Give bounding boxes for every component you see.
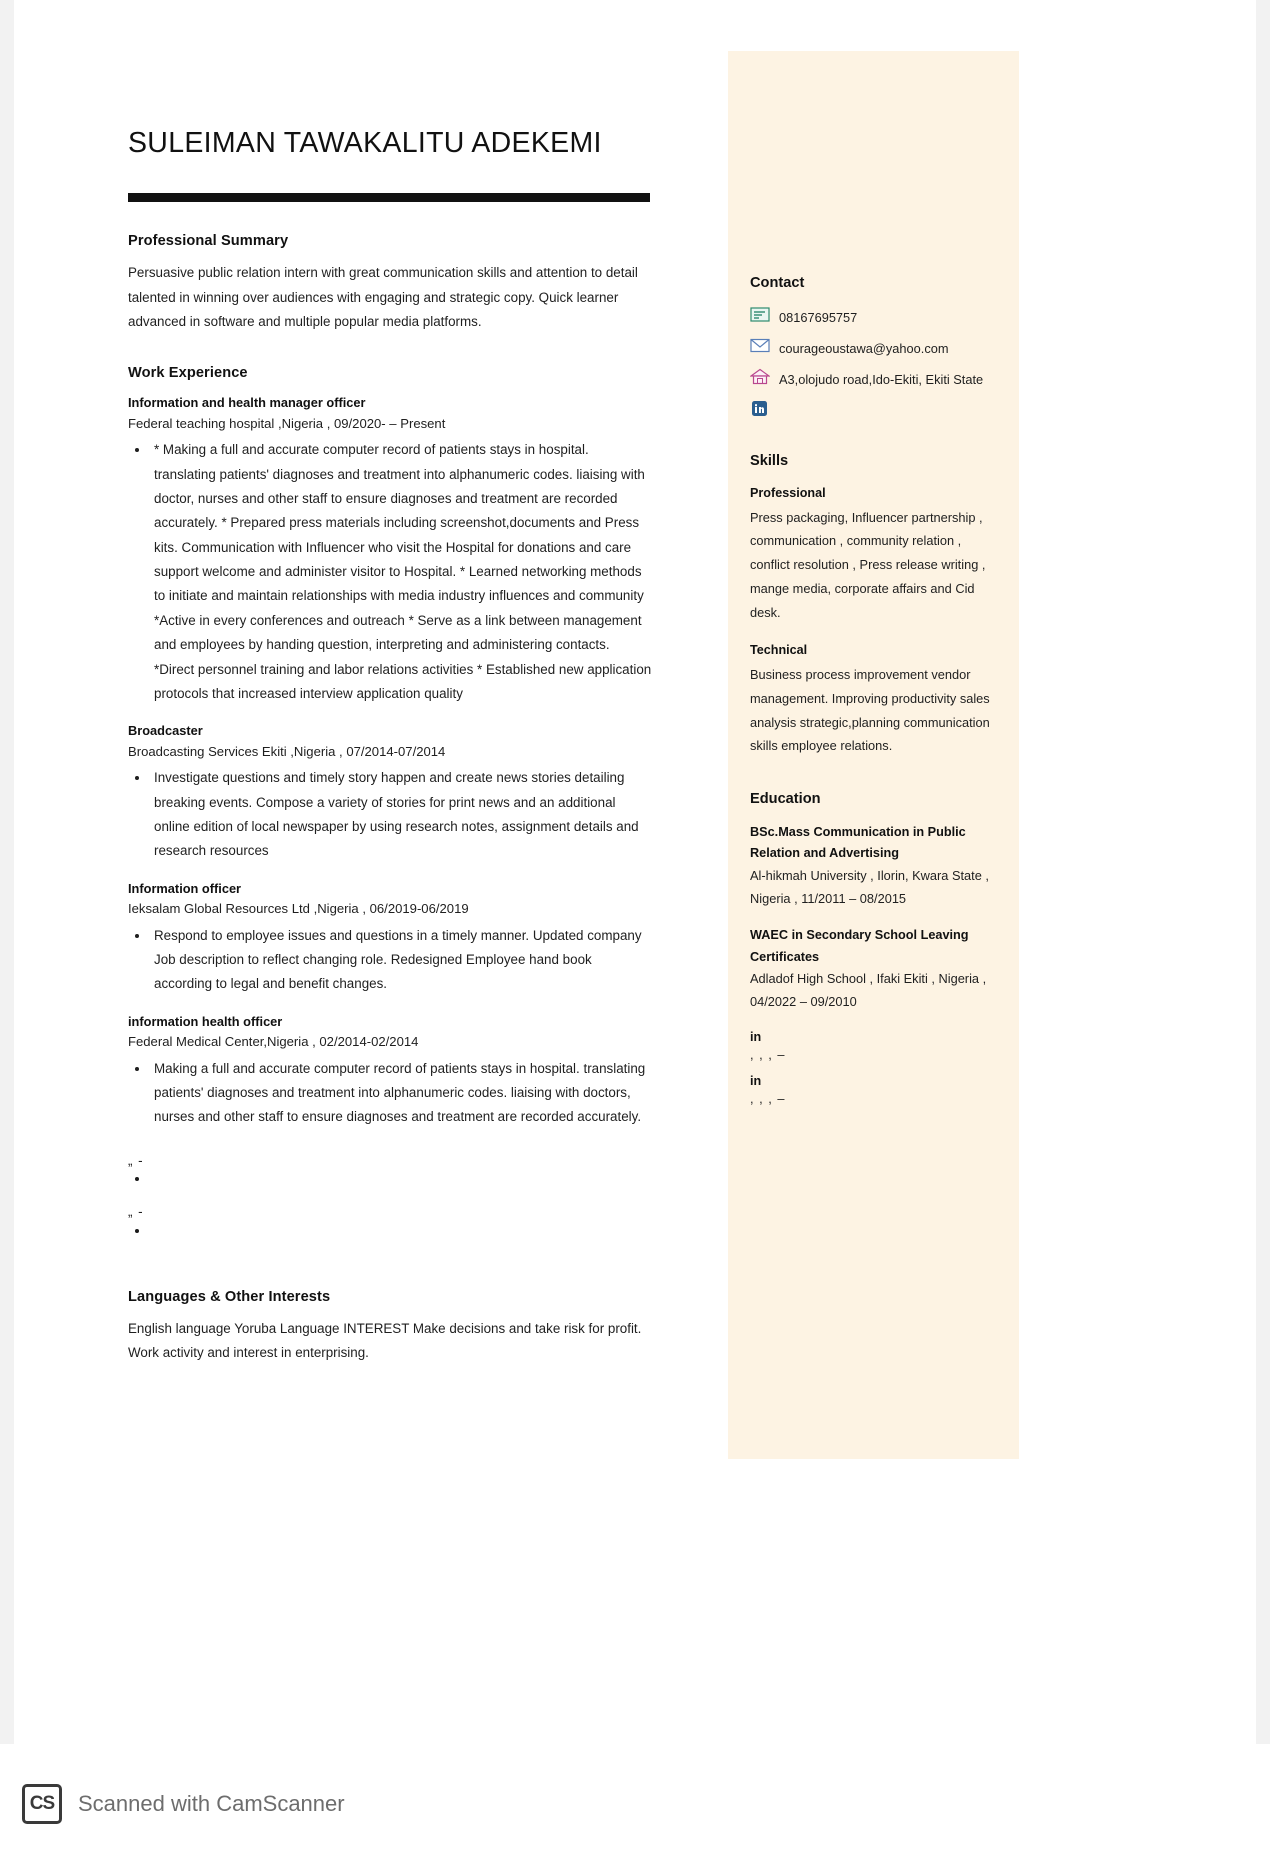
work-experience-entry <box>128 879 652 997</box>
education-entry <box>750 925 997 1013</box>
education-meta: Adladof High School , Ifaki Ekiti , Nigeria , 04/2022 – 09/2010 <box>750 970 987 1009</box>
contact-phone-value: 08167695757 <box>779 310 858 325</box>
work-experience-entry <box>128 721 652 863</box>
job-bullet-list <box>128 438 652 706</box>
skills-title: Skills <box>750 452 789 469</box>
job-meta: Broadcasting Services Ekiti ,Nigeria , 07/2014-07/2014 <box>128 743 446 759</box>
phone-card-icon <box>750 306 770 323</box>
education-stray-line2: , , , – <box>750 1090 786 1106</box>
contact-title: Contact <box>750 275 805 291</box>
page-title: SULEIMAN TAWAKALITU ADEKEMI <box>128 127 602 159</box>
education-degree: WAEC in Secondary School Leaving Certificates <box>750 928 969 964</box>
job-bullet-list <box>128 1057 652 1130</box>
education-stray-entry <box>750 1028 997 1062</box>
work-stray-mark: „ - <box>128 1204 144 1220</box>
skills-group-technical <box>750 641 997 758</box>
work-stray-bullet <box>150 1171 652 1187</box>
page-right-edge <box>1256 0 1270 1864</box>
home-icon <box>750 368 770 385</box>
job-role: Broadcaster <box>128 723 203 739</box>
work-experience-entry <box>128 393 652 706</box>
work-stray-entry <box>128 1152 652 1189</box>
education-entry <box>750 822 997 910</box>
education-stray-line1: in <box>750 1030 762 1045</box>
page-left-edge <box>0 0 14 1864</box>
professional-summary-title: Professional Summary <box>128 233 289 250</box>
professional-summary-section <box>128 233 652 334</box>
job-bullet: • * Making a full and accurate computer record of patients stays in hospital. translating patients' diagnoses and treatment into alphanumeric codes. liaising with doctor, nurses and other staff to ensure diagnoses and treatment are recorded accurately. * Prepared press materials including screenshot,documents and Press kits. Communication with Influencer who visit the Hospital for donations and care support welcome and administer visitor to Hospital. * Learned networking methods to initiate and maintain relationships with media industry influences and community *Active in every conferences and outreach * Serve as a link between management and employees by handing question, interpreting and administering contacts. *Direct personnel training and labor relations activities * Established new application protocols that increased interview application quality <box>150 438 652 706</box>
work-stray-bullet-list <box>128 1171 652 1189</box>
job-bullet: • Making a full and accurate computer record of patients stays in hospital. translating patients' diagnoses and treatment into alphanumeric codes. liaising with doctors, nurses and other staff to ensure diagnoses and treatment are recorded accurately. <box>150 1057 652 1130</box>
professional-summary-text: Persuasive public relation intern with great communication skills and attention to detail talented in winning over audiences with engaging and strategic copy. Quick learner advanced in software and multiple popular media platforms. <box>128 265 638 329</box>
work-stray-bullet-list <box>128 1223 652 1241</box>
skills-group-label: Professional <box>750 485 826 500</box>
job-meta: Federal Medical Center,Nigeria , 02/2014-02/2014 <box>128 1033 419 1049</box>
contact-address-value: A3,olojudo road,Ido-Ekiti, Ekiti State <box>779 372 984 388</box>
job-bullet: • Respond to employee issues and questions in a timely manner. Updated company Job description to reflect changing role. Redesigned Employee hand book according to legal and benefit changes. <box>150 924 652 997</box>
skills-group-professional <box>750 484 997 625</box>
sidebar <box>728 51 1019 1459</box>
contact-item-linkedin[interactable] <box>750 400 997 417</box>
education-title: Education <box>750 791 821 808</box>
job-role: Information and health manager officer <box>128 395 366 411</box>
job-bullet-list <box>128 766 652 864</box>
languages-section <box>128 1289 652 1366</box>
skills-group-text: Press packaging, Influencer partnership , communication , community relation , conflict resolution , Press release writing , mange media, corporate affairs and Cid desk. <box>750 509 986 620</box>
education-meta: Al-hikmah University , Ilorin, Kwara State , Nigeria , 11/2011 – 08/2015 <box>750 867 989 906</box>
job-meta: Ieksalam Global Resources Ltd ,Nigeria , 06/2019-06/2019 <box>128 900 469 916</box>
education-stray-line2: , , , – <box>750 1047 786 1063</box>
camscanner-logo-icon: CS <box>22 1784 62 1824</box>
camscanner-label: Scanned with CamScanner <box>78 1791 345 1816</box>
education-stray-line1: in <box>750 1073 762 1088</box>
envelope-icon <box>750 337 770 354</box>
work-experience-section <box>128 365 652 1240</box>
job-role: information health officer <box>128 1013 283 1029</box>
work-experience-entry <box>128 1012 652 1130</box>
languages-title: Languages & Other Interests <box>128 1288 331 1305</box>
linkedin-icon[interactable] <box>750 400 770 417</box>
main-content <box>128 126 652 1365</box>
skills-group-label: Technical <box>750 643 808 658</box>
work-stray-bullet <box>150 1223 652 1239</box>
work-stray-entry <box>128 1203 652 1240</box>
languages-text: English language Yoruba Language INTEREST Make decisions and take risk for profit. Work activity and interest in enterprising. <box>128 1320 642 1360</box>
job-bullet: • Investigate questions and timely story happen and create news stories detailing breaking events. Compose a variety of stories for print news and an additional online edition of local newspaper by using research notes, assignment details and research resources <box>150 766 652 864</box>
skills-group-text: Business process improvement vendor management. Improving productivity sales analysis strategic,planning communication skills employee relations. <box>750 667 990 754</box>
contact-item-phone <box>750 306 997 327</box>
contact-item-email <box>750 337 997 358</box>
job-role: Information officer <box>128 880 242 896</box>
education-stray-entry <box>750 1072 997 1106</box>
education-degree: BSc.Mass Communication in Public Relation and Advertising <box>750 825 966 861</box>
work-stray-mark: „ - <box>128 1152 144 1168</box>
job-meta: Federal teaching hospital ,Nigeria , 09/2020- – Present <box>128 415 446 431</box>
education-section <box>750 791 997 1106</box>
work-experience-title: Work Experience <box>128 365 248 382</box>
contact-item-address <box>750 368 997 389</box>
title-rule <box>128 193 650 202</box>
camscanner-footer <box>0 1744 1270 1864</box>
contact-email-value: courageoustawa@yahoo.com <box>779 341 949 357</box>
skills-section <box>750 453 997 759</box>
contact-section <box>750 51 997 417</box>
job-bullet-list <box>128 924 652 997</box>
